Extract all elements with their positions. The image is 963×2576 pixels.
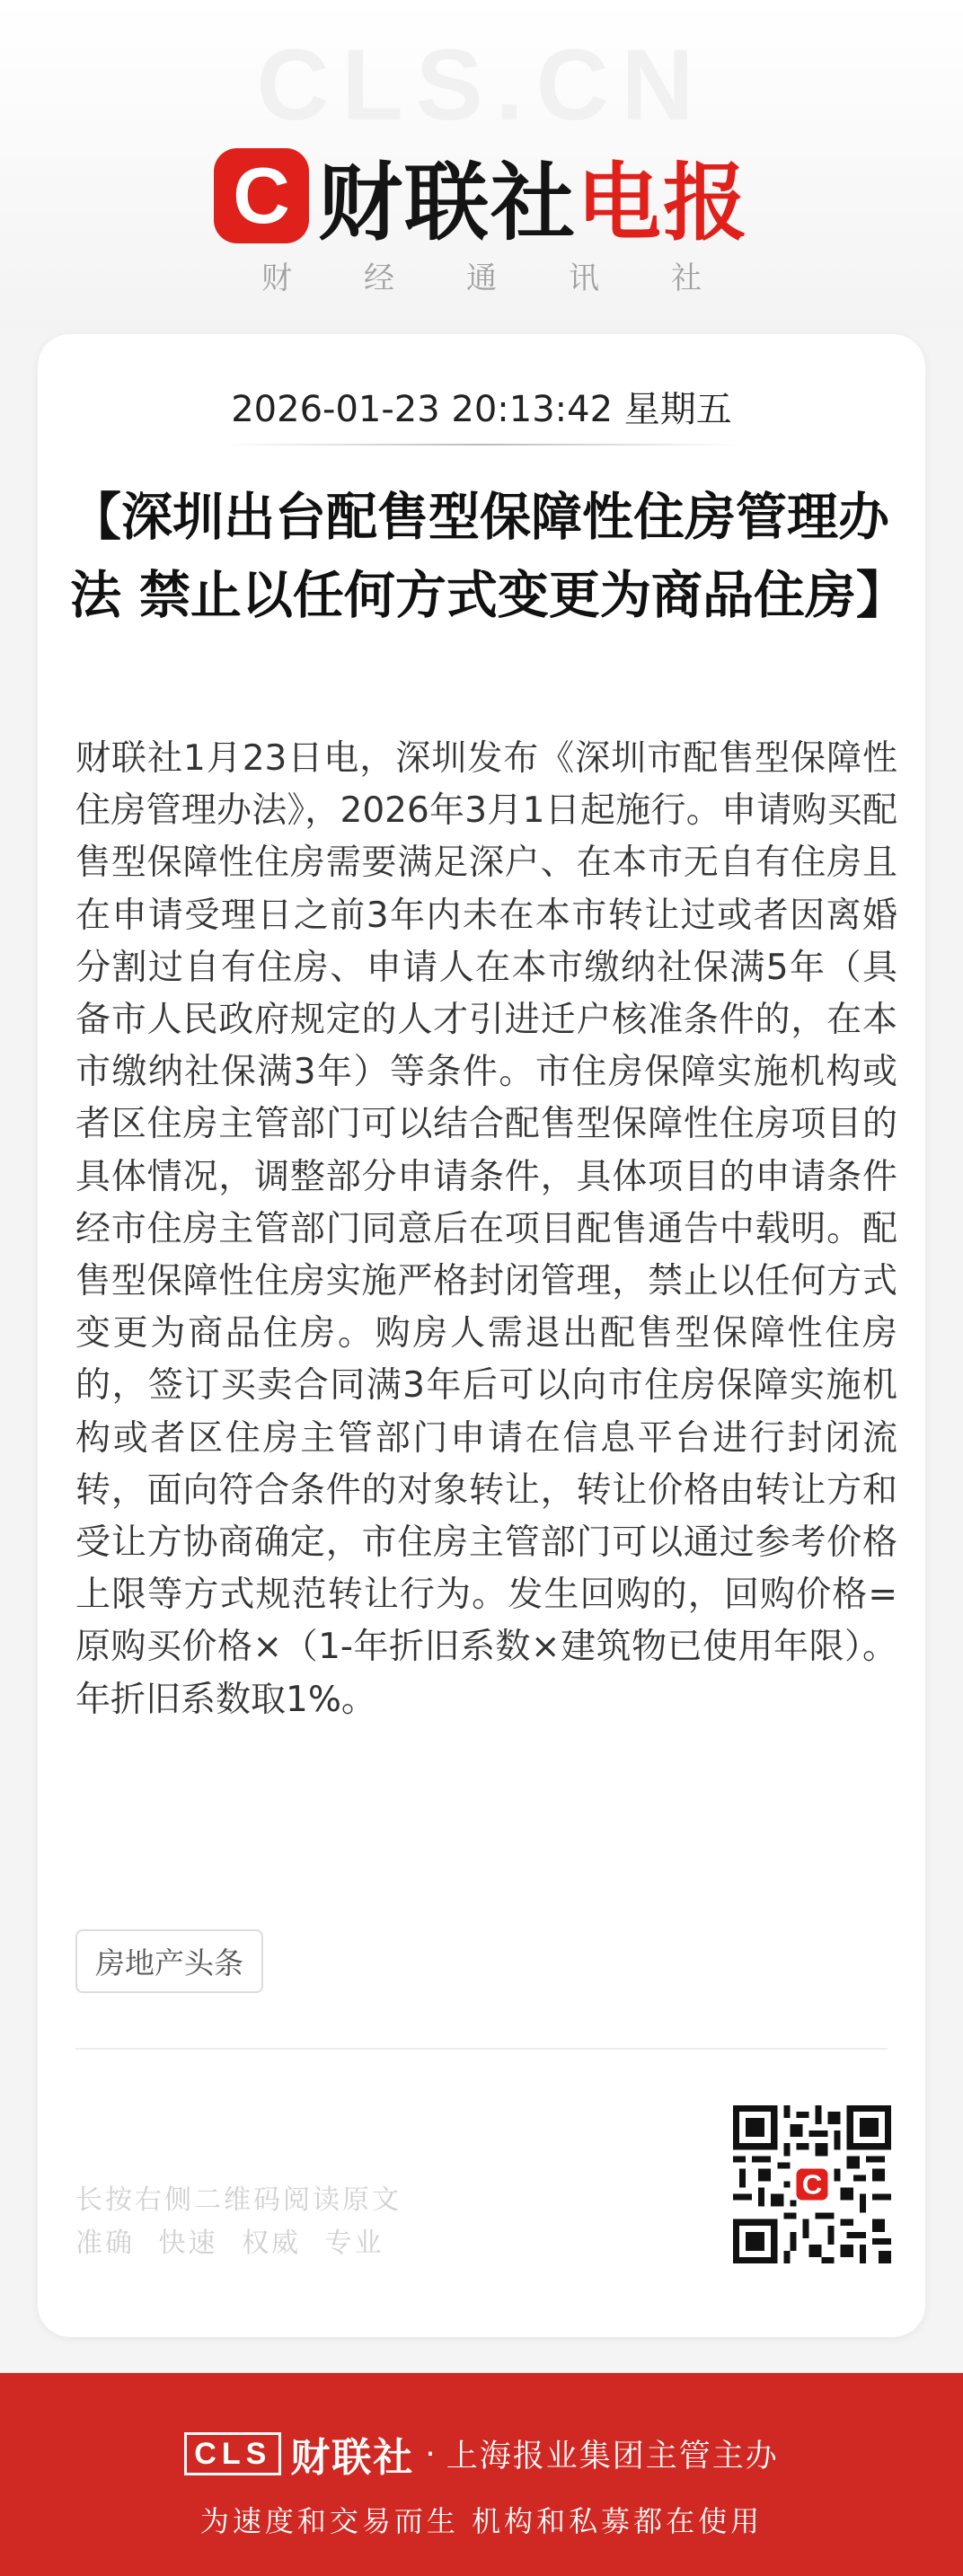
banner-slogan: 为速度和交易而生 机构和私募都在使用 bbox=[199, 2504, 764, 2538]
article-datetime: 2026-01-23 20:13:42 星期五 bbox=[231, 389, 732, 430]
watermark: CLS.CN bbox=[256, 29, 707, 141]
article-title: 【深圳出台配售型保障性住房管理办法 禁止以任何方式变更为商品住房】 bbox=[70, 487, 907, 625]
qr-code-icon[interactable] bbox=[733, 2105, 891, 2263]
header bbox=[0, 0, 963, 332]
brand-product: 电报 bbox=[577, 154, 750, 252]
banner-separator: · bbox=[425, 2435, 436, 2473]
footer-slogan: 准确 快速 权威 专业 bbox=[75, 2228, 384, 2259]
datetime-divider bbox=[223, 444, 740, 446]
brand-name: 财联社 bbox=[317, 154, 577, 252]
banner-brand-name: 财联社 bbox=[290, 2435, 415, 2481]
cls-logo: CLS bbox=[184, 2432, 281, 2475]
banner-brand-row bbox=[0, 2425, 963, 2483]
qr-hint: 长按右侧二维码阅读原文 bbox=[75, 2184, 402, 2216]
footer-banner bbox=[0, 2373, 963, 2576]
footer-divider bbox=[75, 2048, 888, 2050]
brand-logo bbox=[0, 135, 963, 256]
topic-tag[interactable]: 房地产头条 bbox=[75, 1929, 263, 1993]
article-body: 财联社1月23日电，深圳发布《深圳市配售型保障性住房管理办法》，2026年3月1日起施行。申请购买配售型保障性住房需要满足深户、在本市无自有住房且在申请受理日之前3年内未在本市转让过或者因离婚分割过自有住房、申请人在本市缴纳社保满5年（具备市人民政府规定的人才引进迁户核准条件的，在本市缴纳社保满3年）等条件。市住房保障实施机构或者区住房主管部门可以结合配售型保障性住房项目的具体情况，调整部分申请条件，具体项目的申请条件经市住房主管部门同意后在项目配售通告中载明。配售型保障性住房实施严格封闭管理，禁止以任何方式变更为商品住房。购房人需退出配售型保障性住房的，签订买卖合同满3年后可以向市住房保障实施机构或者区住房主管部门申请在信息平台进行封闭流转，面向符合条件的对象转让，转让价格由转让方和受让方协商确定，市住房主管部门可以通过参考价格上限等方式规范转让行为。发生回购的，回购价格=原购买价格×（1-年折旧系数×建筑物已使用年限）。年折旧系数取1%。 bbox=[75, 738, 897, 1720]
article-card bbox=[38, 334, 925, 2337]
banner-org: 上海报业集团主管主办 bbox=[446, 2439, 779, 2475]
brand-c-icon: C bbox=[214, 148, 309, 243]
svg-text:C: C bbox=[801, 2168, 823, 2201]
tagline: 财经通讯社 bbox=[261, 260, 773, 296]
